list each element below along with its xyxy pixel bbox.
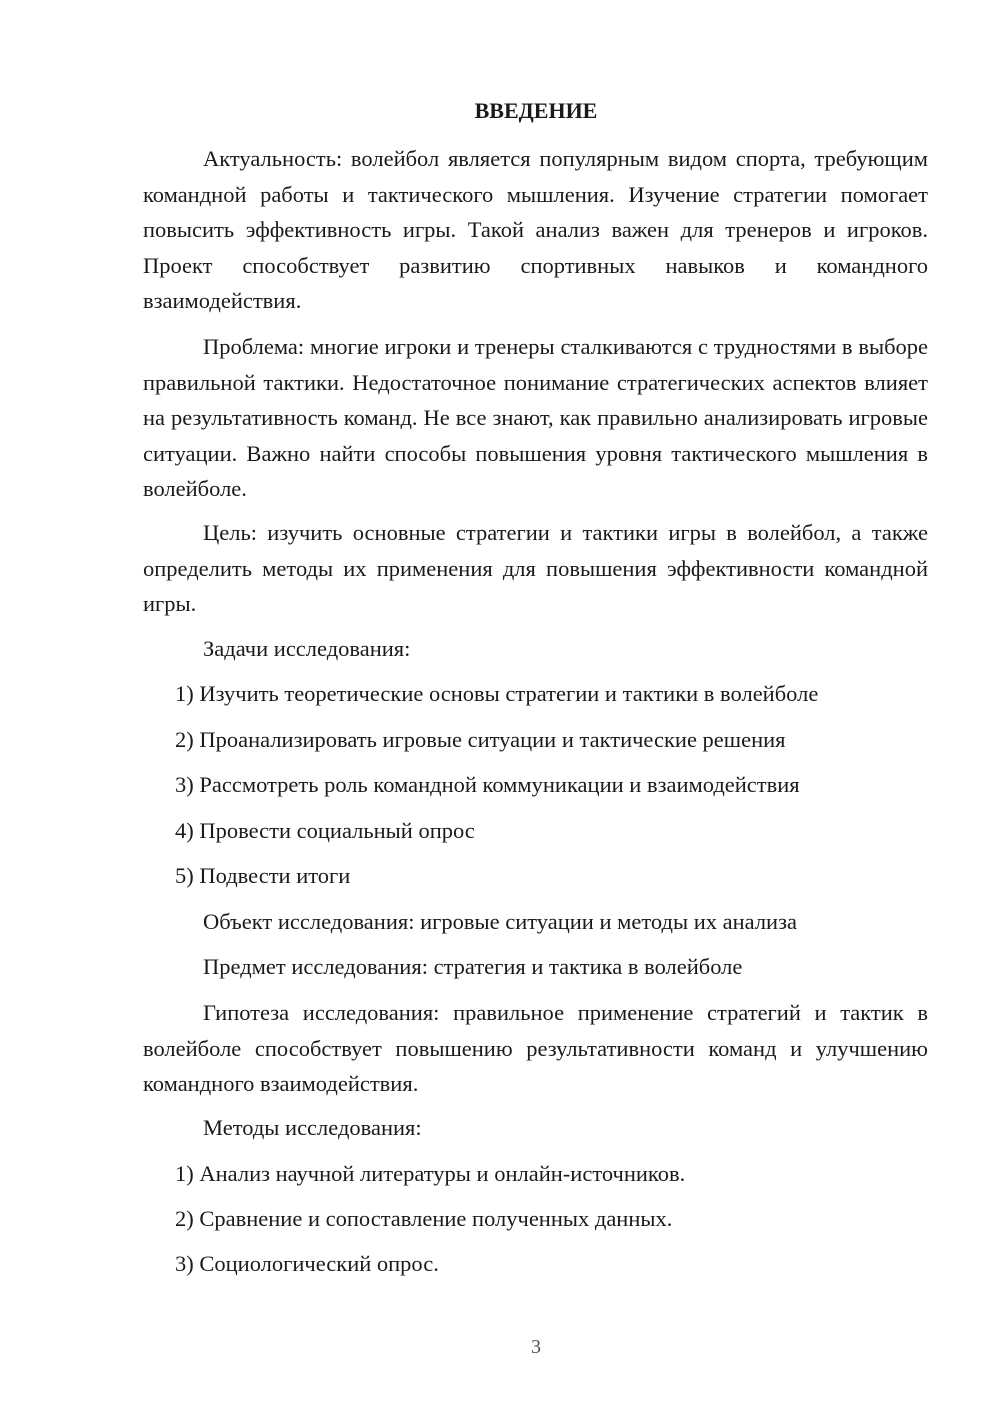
page-number: 3 — [531, 1336, 541, 1358]
hypothesis-text: Гипотеза исследования: правильное применение стратегий и тактик в волейболе способствует повышению результативности команд и улучшению командного взаимодействия. — [143, 1000, 928, 1096]
page-title: ВВЕДЕНИЕ — [474, 98, 598, 123]
method-item: 1) Анализ научной литературы и онлайн-источников. — [175, 1161, 686, 1186]
task-item: 5) Подвести итоги — [175, 863, 351, 888]
task-item: 2) Проанализировать игровые ситуации и тактические решения — [175, 727, 786, 752]
problem-paragraph — [143, 329, 928, 507]
research-object: Объект исследования: игровые ситуации и методы их анализа — [203, 909, 797, 934]
method-item: 2) Сравнение и сопоставление полученных данных. — [175, 1206, 673, 1231]
relevance-text: Актуальность: волейбол является популярным видом спорта, требующим командной работы и тактического мышления. Изучение стратегии помогает повысить эффективность игры. Такой анализ важен для тренеров и игроков. Проект способствует развитию спортивных навыков и командного взаимодействия. — [143, 146, 928, 313]
research-subject: Предмет исследования: стратегия и тактика в волейболе — [203, 954, 743, 979]
goal-text: Цель: изучить основные стратегии и тактики игры в волейбол, а также определить методы их применения для повышения эффективности командной игры. — [143, 520, 928, 616]
task-item: 3) Рассмотреть роль командной коммуникации и взаимодействия — [175, 772, 800, 797]
task-item: 1) Изучить теоретические основы стратегии и тактики в волейболе — [175, 681, 819, 706]
hypothesis-paragraph — [143, 995, 928, 1102]
relevance-paragraph — [143, 141, 928, 319]
goal-paragraph — [143, 515, 928, 622]
tasks-heading: Задачи исследования: — [203, 636, 411, 661]
problem-text: Проблема: многие игроки и тренеры сталкиваются с трудностями в выборе правильной тактики. Недостаточное понимание стратегических аспектов влияет на результативность команд. Не все знают, как правильно анализировать игровые ситуации. Важно найти способы повышения уровня тактического мышления в волейболе. — [143, 334, 928, 501]
methods-heading: Методы исследования: — [203, 1115, 422, 1140]
method-item: 3) Социологический опрос. — [175, 1251, 439, 1276]
task-item: 4) Провести социальный опрос — [175, 818, 475, 843]
